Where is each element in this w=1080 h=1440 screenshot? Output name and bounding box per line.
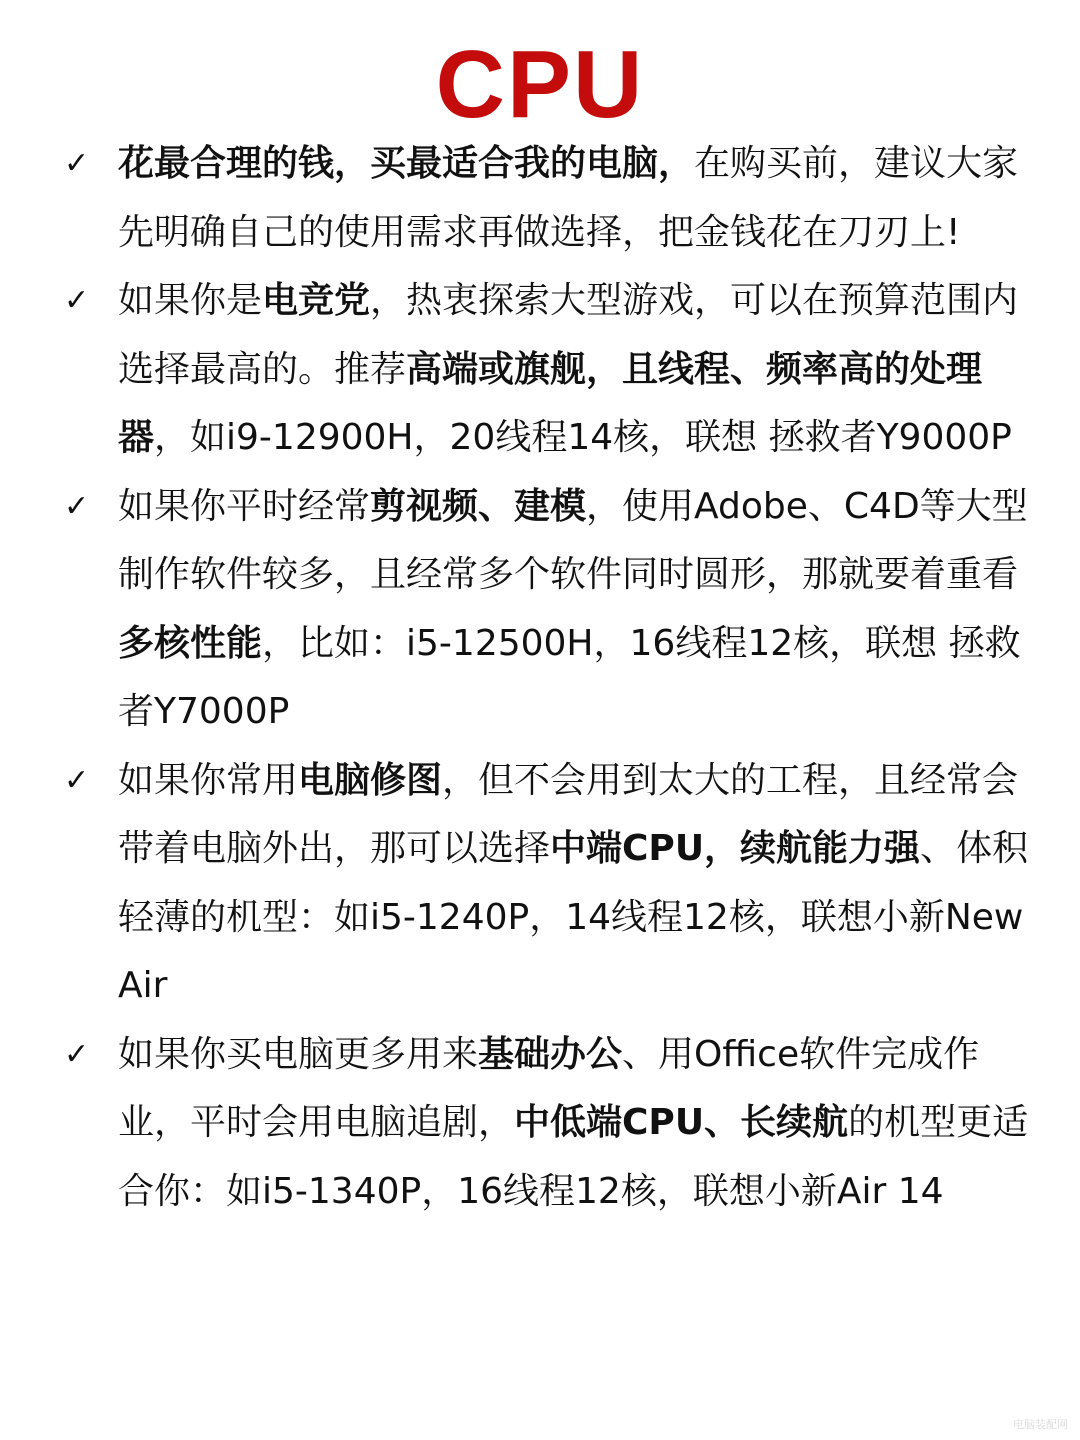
watermark: 电脑装配网 [1013,1418,1068,1431]
item-text: ，热衷探索大型游戏，可以在预算范围内选择最高的。推荐 [118,280,1019,390]
item-text: ，使用Adobe、C4D等大型制作软件较多，且经常多个软件同时圆形，那就要着重看 [118,485,1028,595]
item-text: 如果你平时经常 [118,485,371,527]
item-text: 如果你是 [118,280,263,321]
item-emphasis: 中端CPU，续航能力强 [550,828,921,869]
item-emphasis: 基础办公 [478,1033,623,1075]
item-emphasis: 高端或旗舰，且线程、频率高的处理器 [118,348,983,458]
item-text: ，如i9-12900H，20线程14核，联想 拯救者Y9000P [154,417,1012,458]
item-text: 、用Office软件完成作业，平时会用电脑追剧， [118,1033,980,1143]
item-text: ，比如：i5-12500H，16线程12核，联想 拯救者Y7000P [118,622,1021,732]
list-item [0,267,1080,473]
list-item [0,473,1080,747]
item-emphasis: 多核性能 [118,622,263,664]
item-emphasis: 剪视频、建模 [370,485,587,527]
list-item [0,130,1080,267]
page-title: CPU [435,31,645,138]
checkmark-icon: ✓ [64,1036,90,1072]
item-emphasis: 花最合理的钱，买最适合我的电脑， [118,143,695,184]
item-text: 的机型更适合你：如i5-1340P，16线程12核，联想小新Air 14 [118,1102,1029,1212]
item-text: 如果你买电脑更多用来 [118,1033,479,1075]
item-text: 、体积轻薄的机型：如i5-1240P，14线程12核，联想小新New Air [118,828,1029,1006]
item-text: 在购买前，建议大家先明确自己的使用需求再做选择，把金钱花在刀刃上! [118,143,1019,253]
list-item [0,1021,1080,1227]
item-emphasis: 中低端CPU、长续航 [514,1102,849,1143]
item-text: ，但不会用到太大的工程，且经常会带着电脑外出，那可以选择 [118,759,1019,869]
checkmark-icon: ✓ [64,488,90,524]
item-emphasis: 电脑修图 [298,759,443,801]
checkmark-icon: ✓ [64,146,90,181]
item-text: 如果你常用 [118,759,299,801]
checkmark-icon: ✓ [64,283,90,318]
tips-list [0,130,1080,1226]
item-emphasis: 电竞党 [262,280,371,321]
list-item [0,747,1080,1021]
checkmark-icon: ✓ [64,762,90,798]
